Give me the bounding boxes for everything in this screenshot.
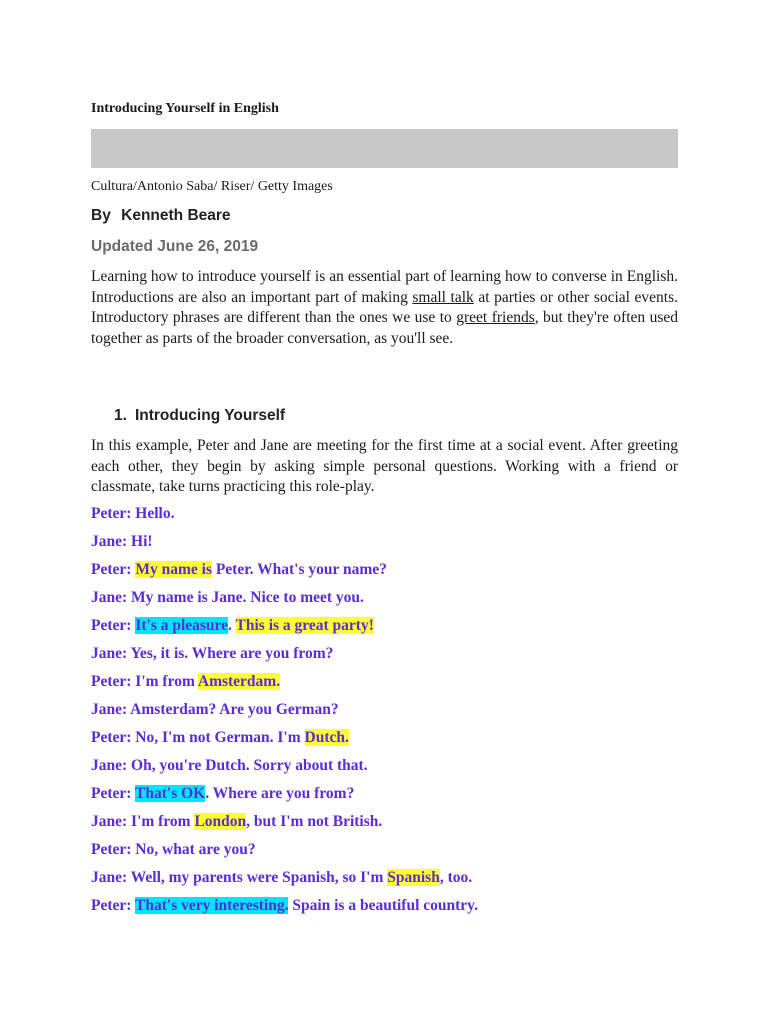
dialogue-line <box>91 645 691 673</box>
dialogue-line <box>91 673 691 701</box>
intro-paragraph <box>91 267 678 349</box>
dialogue-text: Jane: Yes, it is. Where are you from? <box>91 645 334 662</box>
dialogue-text: Peter. What's your name? <box>211 561 387 578</box>
dialogue-text: Peter: Hello. <box>91 505 175 522</box>
dialogue-line <box>91 617 691 645</box>
dialogue-text: Jane: Hi! <box>91 533 153 550</box>
intro-text-1: Learning how to introduce yourself is an essential part of learning how to converse in English. Introductions are also an important part of making <box>91 268 678 306</box>
image-credit: Cultura/Antonio Saba/ Riser/ Getty Images <box>91 179 333 194</box>
dialogue-line <box>91 757 691 785</box>
dialogue-text: Peter: <box>91 785 136 802</box>
section-description: In this example, Peter and Jane are meeting for the first time at a social event. After greeting each other, they begin by asking simple personal questions. Working with a friend or classmate, take turns practicing this role-play. <box>91 437 678 495</box>
highlighted-phrase: It's a pleasure <box>135 617 229 634</box>
dialogue-text: Jane: Amsterdam? Are you German? <box>91 701 339 718</box>
byline <box>91 207 231 225</box>
dialogue-text: Jane: Oh, you're Dutch. Sorry about that. <box>91 757 368 774</box>
section-heading <box>114 407 285 425</box>
highlighted-phrase: My name is <box>135 561 212 578</box>
dialogue-line <box>91 785 691 813</box>
document-title: Introducing Yourself in English <box>91 101 279 116</box>
dialogue-line <box>91 869 691 897</box>
dialogue-line <box>91 729 691 757</box>
small-talk-link[interactable]: small talk <box>412 288 474 306</box>
dialogue-line <box>91 841 691 869</box>
byline-prefix: By <box>91 207 111 224</box>
dialogue-line <box>91 701 691 729</box>
dialogue-line <box>91 813 691 841</box>
dialogue-line <box>91 505 691 533</box>
updated-date: Updated June 26, 2019 <box>91 238 259 255</box>
dialogue-text: Peter: <box>91 617 136 634</box>
highlighted-phrase: Spanish <box>387 869 440 886</box>
highlighted-phrase: That's very interesting. <box>135 897 289 914</box>
dialogue-text: Peter: No, I'm not German. I'm <box>91 729 305 746</box>
dialogue-line <box>91 533 691 561</box>
dialogue-text: Peter: No, what are you? <box>91 841 256 858</box>
section-number: 1. <box>114 407 127 424</box>
dialogue-text: Jane: My name is Jane. Nice to meet you. <box>91 589 364 606</box>
dialogue-text: , too. <box>439 869 473 886</box>
dialogue-text: Peter: <box>91 897 136 914</box>
highlighted-phrase: Dutch. <box>304 729 349 746</box>
dialogue-line <box>91 561 691 589</box>
dialogue-text: Jane: I'm from <box>91 813 195 830</box>
dialogue-text: Spain is a beautiful country. <box>288 897 478 914</box>
dialogue-text: . Where are you from? <box>205 785 355 802</box>
author-name: Kenneth Beare <box>121 207 231 224</box>
highlighted-phrase: That's OK <box>135 785 206 802</box>
dialogue-text: Peter: <box>91 561 136 578</box>
intro-text-3: , but they're often used together as parts of the broader conversation, as you'll see. <box>91 309 678 347</box>
dialogue-text: . <box>228 617 236 634</box>
dialogue-text: , but I'm not British. <box>246 813 383 830</box>
dialogue-line <box>91 897 691 925</box>
dialogue-text: Jane: Well, my parents were Spanish, so I'm <box>91 869 388 886</box>
dialogue-line <box>91 589 691 617</box>
highlighted-phrase: Amsterdam. <box>197 673 281 690</box>
dialogue-text: Peter: I'm from <box>91 673 198 690</box>
intro-text-2: at parties or other social events. Introductory phrases are different than the ones we use to <box>91 288 679 326</box>
section-title: Introducing Yourself <box>134 407 286 424</box>
greet-friends-link[interactable]: greet friends <box>456 309 535 326</box>
dialogue <box>91 505 691 925</box>
highlighted-phrase: London <box>194 813 247 830</box>
article-image-placeholder <box>91 129 678 168</box>
highlighted-phrase: This is a great party! <box>235 617 374 634</box>
